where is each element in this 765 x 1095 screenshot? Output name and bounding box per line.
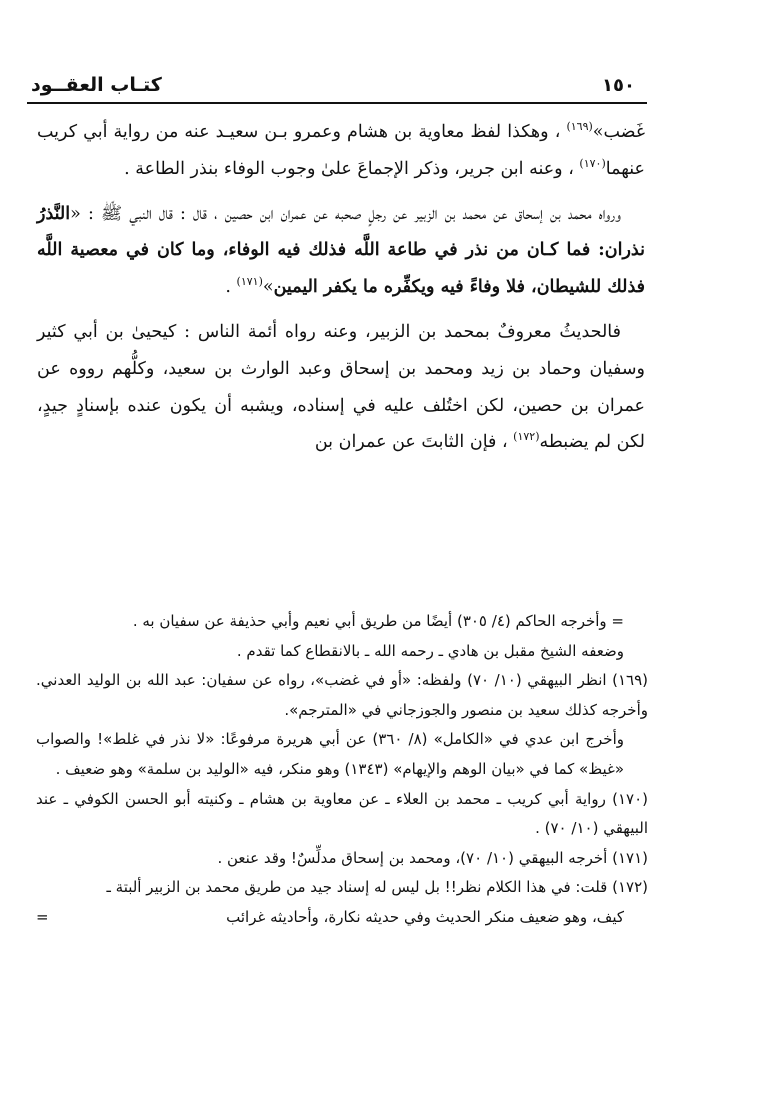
continuation-mark: = xyxy=(36,907,49,926)
footnote-ref-171[interactable]: (١٧١) xyxy=(236,275,263,289)
paragraph-1: غَضب»$^{(١٦٩)}$ ، وهكذا لفظ معاوية بن هشام وعمرو بـن سعيـد عنه من رواية أبي كريب عنهما$^{(١٧٠)}$ ، وعنه ابن جرير، وذكر الإجماعَ علىٰ وجوب الوفاء بنذر الطاعة . xyxy=(37,120,645,179)
footnote-ref-170[interactable]: (١٧٠) xyxy=(579,156,606,170)
running-header xyxy=(27,74,647,104)
hadith-quote: النَّذرُ نذران: فما كـان من نذر في طاعة اللَّه فذلك فيه الوفاء، وما كان في معصية اللَّه فذلك للشيطان، فلا وفاءً فيه ويكفِّره ما يكفر اليمين xyxy=(37,203,645,298)
footnote-ref-172[interactable]: (١٧٢) xyxy=(513,430,540,444)
footnote-172: (١٧٢) قلت: في هذا الكلام نظر!! بل ليس له إسناد جيد من طريق محمد بن الزبير ألبتة ـ xyxy=(106,878,648,897)
paragraph-3: فالحديثُ معروفٌ بمحمد بن الزبير، وعنه رواه أئمة الناس : كيحيىٰ بن أبي كثير وسفيان وحماد بن زيد ومحمد بن إسحاق وعبد الوارث بن سعيد، وكلُّهم رووه عن عمران بن حصين، لكن اختُلف عليه في إسناده، ويشبه أن يكون عنده بإسنادٍ جيدٍ، لكن لم يضبطه$^{(١٧٢)}$ ، فإن الثابتَ عن عمران بن xyxy=(37,321,645,453)
paragraph-2: ورواه محمد بن إسحاق عن محمد بن الزبير عن رجلٍ صحبه عن عمران ابن حصين ، قال : قال النبي ﷺ : «النَّذرُ نذران: فما كـان من نذر في طاعة اللَّه فذلك فيه الوفاء، وما كان في معصية اللَّه فذلك للشيطان، فلا وفاءً فيه ويكفِّره ما يكفر اليمين»$^{(١٧١)}$ . xyxy=(37,203,645,298)
main-text xyxy=(37,114,645,461)
page-number: ١٥٠ xyxy=(602,75,635,96)
footnote-170: (١٧٠) رواية أبي كريب ـ محمد بن العلاء ـ عن معاوية بن هشام ـ وكنيته أبو الحسن الكوفي ـ عند البيهقي (١٠/ ٧٠) . xyxy=(36,789,648,838)
footnote-171: (١٧١) أخرجه البيهقي (١٠/ ٧٠)، ومحمد بن إسحاق مدلِّسٌ! وقد عنعن . xyxy=(217,848,648,867)
footnote-169: (١٦٩) انظر البيهقي (١٠/ ٧٠) ولفظه: «أو في غضب»، رواه عن سفيان: عبد الله بن الوليد العدني. وأخرجه كذلك سعيد بن منصور والجوزجاني في «المترجم». xyxy=(36,671,648,719)
chapter-title: كتـاب العقــود xyxy=(31,74,162,96)
footnote-169-cont: وأخرج ابن عدي في «الكامل» (٨/ ٣٦٠) عن أبي هريرة مرفوعًا: «لا نذر في غلط»! والصواب «غيظ» كما في «بيان الوهم والإيهام» (١٣٤٣) وهو منكر، فيه «الوليد بن سلمة» وهو ضعيف . xyxy=(36,730,624,778)
footnotes xyxy=(36,607,648,933)
footnote-172-cont: كيف، وهو ضعيف منكر الحديث وفي حديثه نكارة، وأحاديثه غرائب = xyxy=(36,903,648,933)
footnote-continuation: = وأخرجه الحاكم (٤/ ٣٠٥) أيضًا من طريق أبي نعيم وأبي حذيفة عن سفيان به . xyxy=(132,612,624,630)
footnote-continuation-2: وضعفه الشيخ مقبل بن هادي ـ رحمه الله ـ بالانقطاع كما تقدم . xyxy=(236,641,624,660)
footnote-ref-169[interactable]: (١٦٩) xyxy=(566,120,593,134)
